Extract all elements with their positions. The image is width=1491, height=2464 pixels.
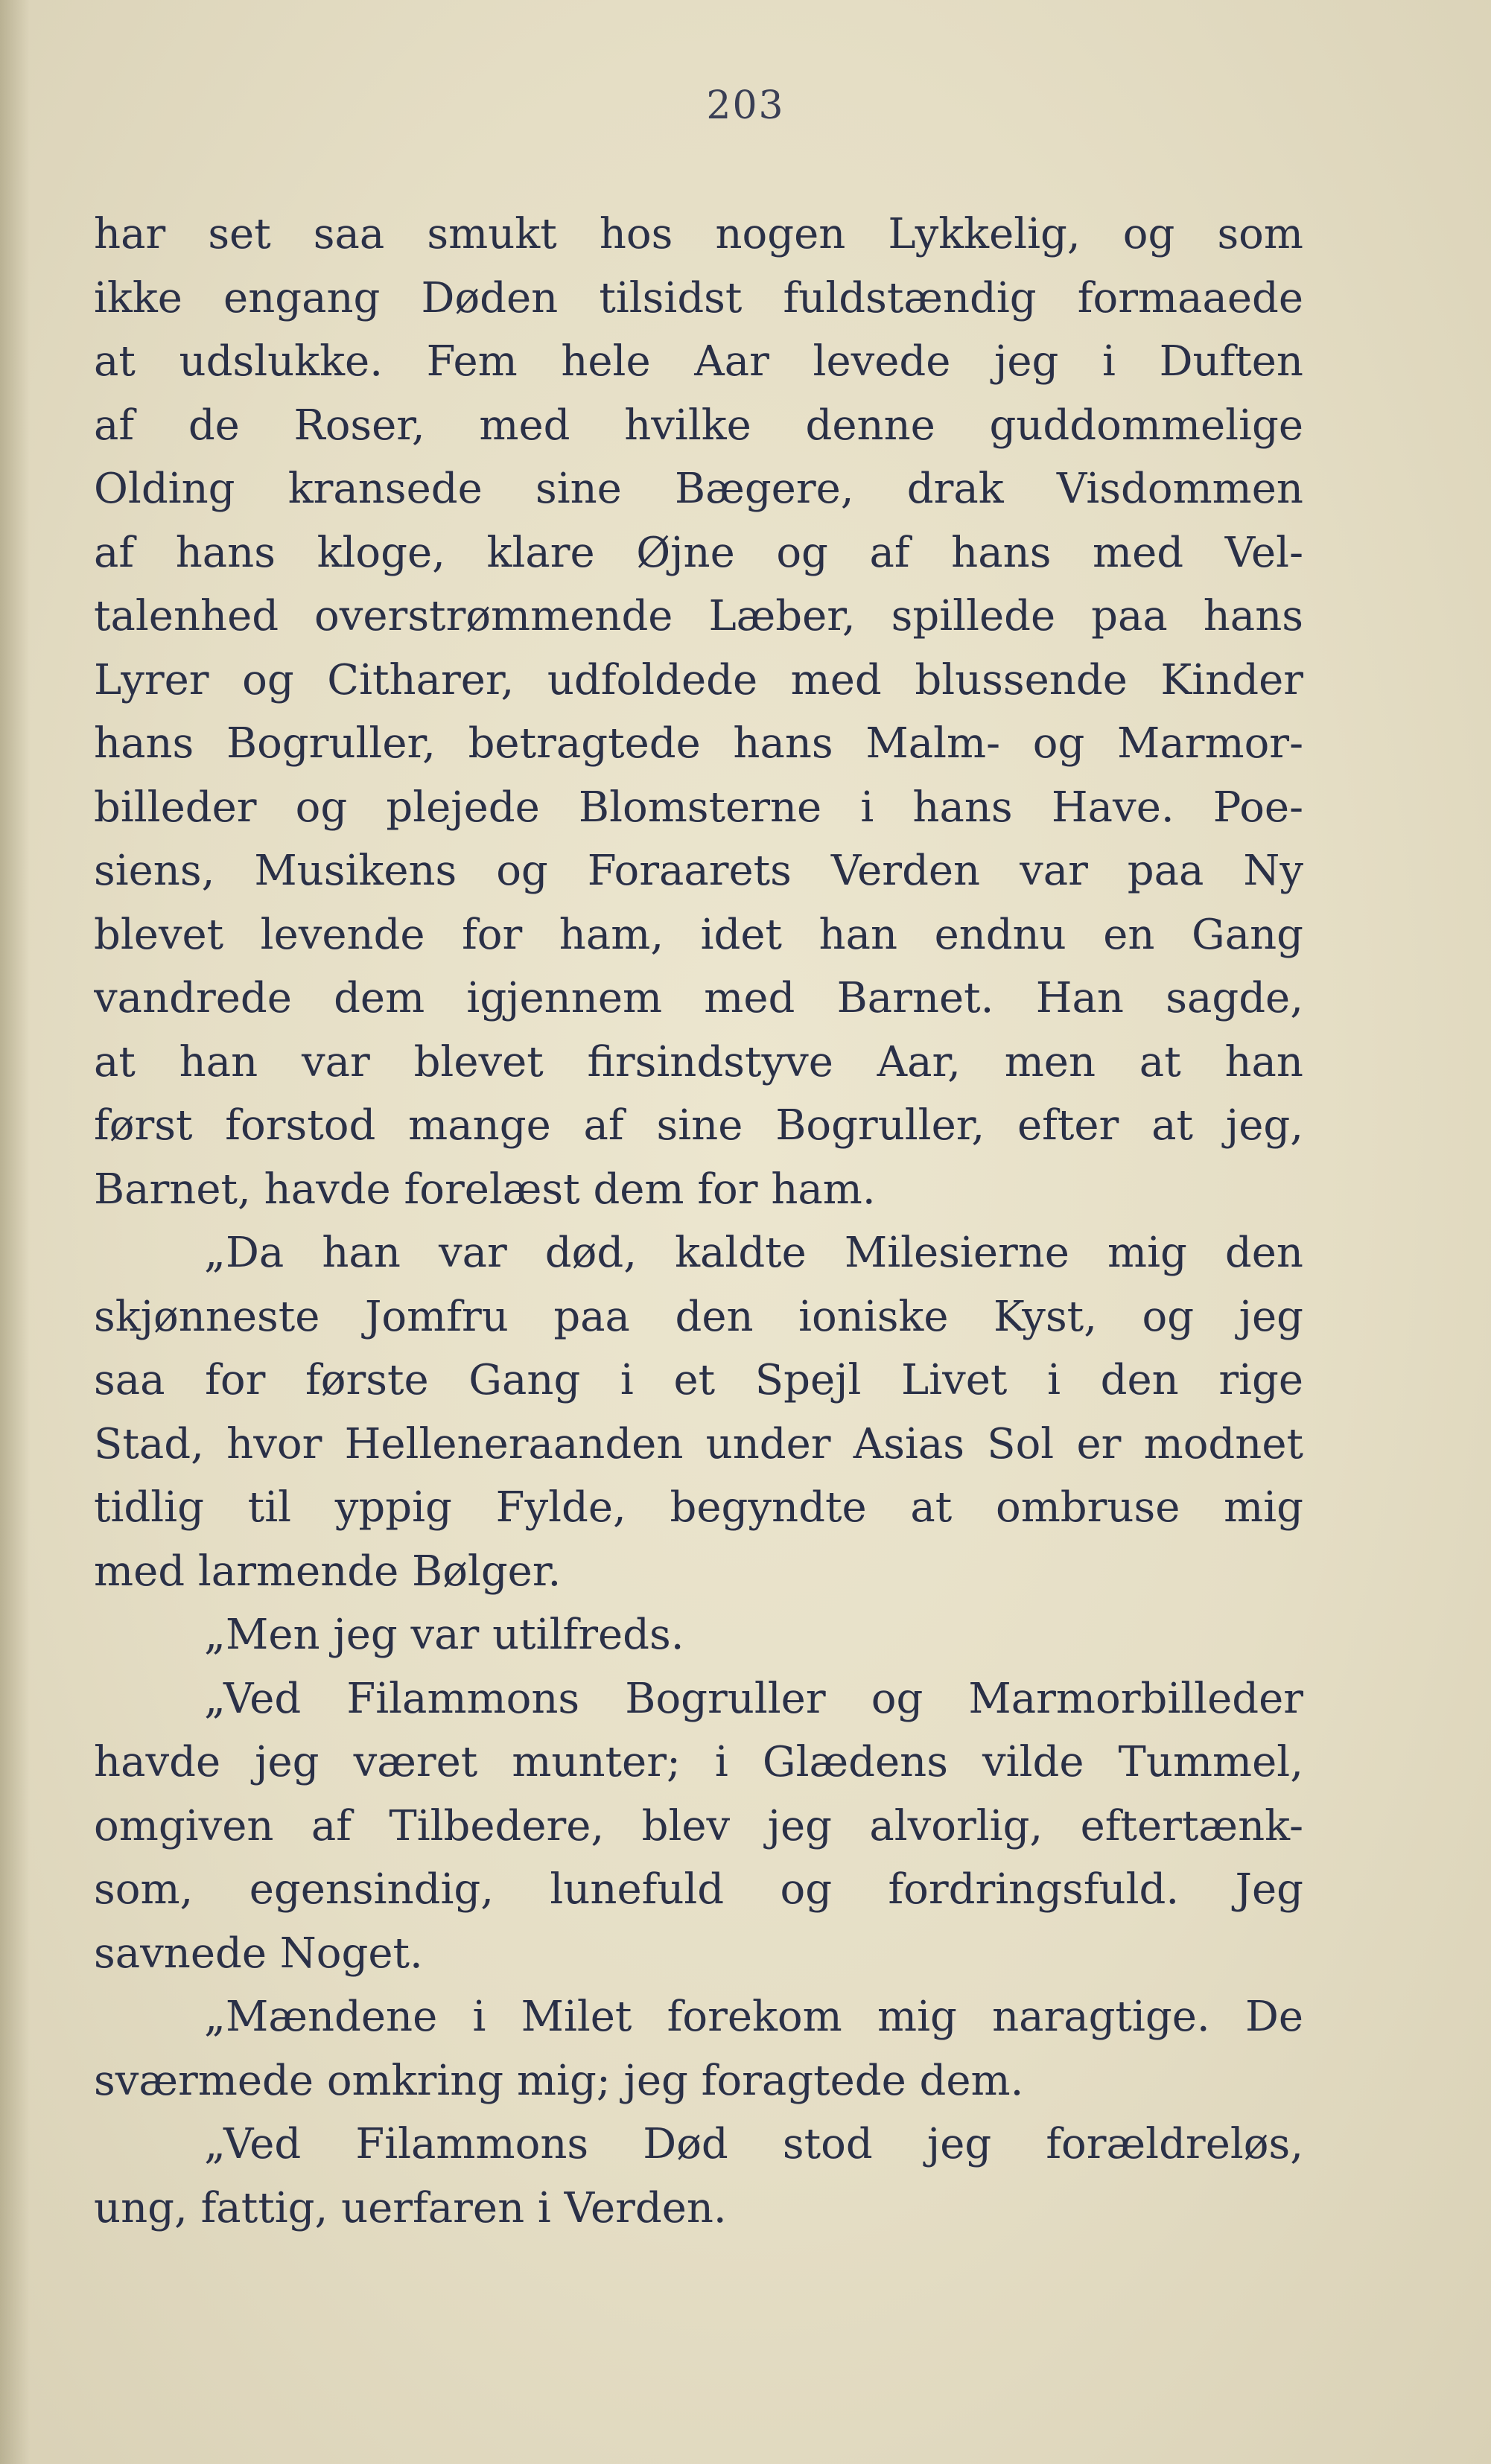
text-line: hans Bogruller, betragtede hans Malm- og Marmor- [94,719,1303,768]
text-line: omgiven af Tilbedere, blev jeg alvorlig, eftertænk- [94,1801,1303,1850]
text-line: blevet levende for ham, idet han endnu en Gang [94,910,1303,959]
text-line: Stad, hvor Helleneraanden under Asias Sol er modnet [94,1419,1303,1468]
text-line: skjønneste Jomfru paa den ioniske Kyst, og jeg [94,1292,1303,1341]
paragraph-end-line: sværmede omkring mig; jeg foragtede dem. [94,2056,1024,2105]
text-line: talenhed overstrømmende Læber, spillede paa hans [94,592,1303,640]
page-gutter-shadow [0,0,30,2464]
text-line: af de Roser, med hvilke denne guddommelige [94,401,1303,450]
text-line: siens, Musikens og Foraarets Verden var paa Ny [94,847,1303,895]
text-line: billeder og plejede Blomsterne i hans Have. Poe- [94,783,1303,832]
text-line: vandrede dem igjennem med Barnet. Han sagde, [94,974,1303,1022]
paragraph-end-line: med larmende Bølger. [94,1547,562,1596]
text-line: har set saa smukt hos nogen Lykkelig, og som [94,210,1303,258]
text-line: Lyrer og Citharer, udfoldede med blussende Kinder [94,655,1303,704]
text-line: at han var blevet firsindstyve Aar, men at han [94,1037,1303,1086]
paragraph-start-line: „Ved Filammons Død stod jeg forældreløs, [204,2120,1303,2168]
paragraph-end-line: savnede Noget. [94,1929,423,1978]
paragraph-start-line: „Da han var død, kaldte Milesierne mig den [204,1229,1303,1277]
body-text [94,203,1303,2240]
text-line: som, egensindig, lunefuld og fordringsfuld. Jeg [94,1865,1303,1914]
paragraph-end-line: Barnet, havde forelæst dem for ham. [94,1165,876,1214]
paragraph-end-line: ung, fattig, uerfaren i Verden. [94,2183,727,2232]
paragraph-start-line: „Mændene i Milet forekom mig naragtige. De [204,1993,1303,2041]
page-number: 203 [706,83,785,128]
text-line: havde jeg været munter; i Glædens vilde Tummel, [94,1738,1303,1786]
paragraph-start-line: „Ved Filammons Bogruller og Marmorbilleder [204,1674,1303,1723]
text-line: ikke engang Døden tilsidst fuldstændig formaaede [94,273,1303,322]
text-line: Olding kransede sine Bægere, drak Visdommen [94,465,1303,513]
text-line: tidlig til yppig Fylde, begyndte at ombruse mig [94,1483,1303,1532]
text-line: saa for første Gang i et Spejl Livet i den rige [94,1356,1303,1404]
text-line: af hans kloge, klare Øjne og af hans med Vel- [94,528,1303,577]
text-line: at udslukke. Fem hele Aar levede jeg i Duften [94,337,1303,386]
paragraph-single-line: „Men jeg var utilfreds. [204,1611,684,1659]
text-line: først forstod mange af sine Bogruller, efter at jeg, [94,1101,1303,1150]
